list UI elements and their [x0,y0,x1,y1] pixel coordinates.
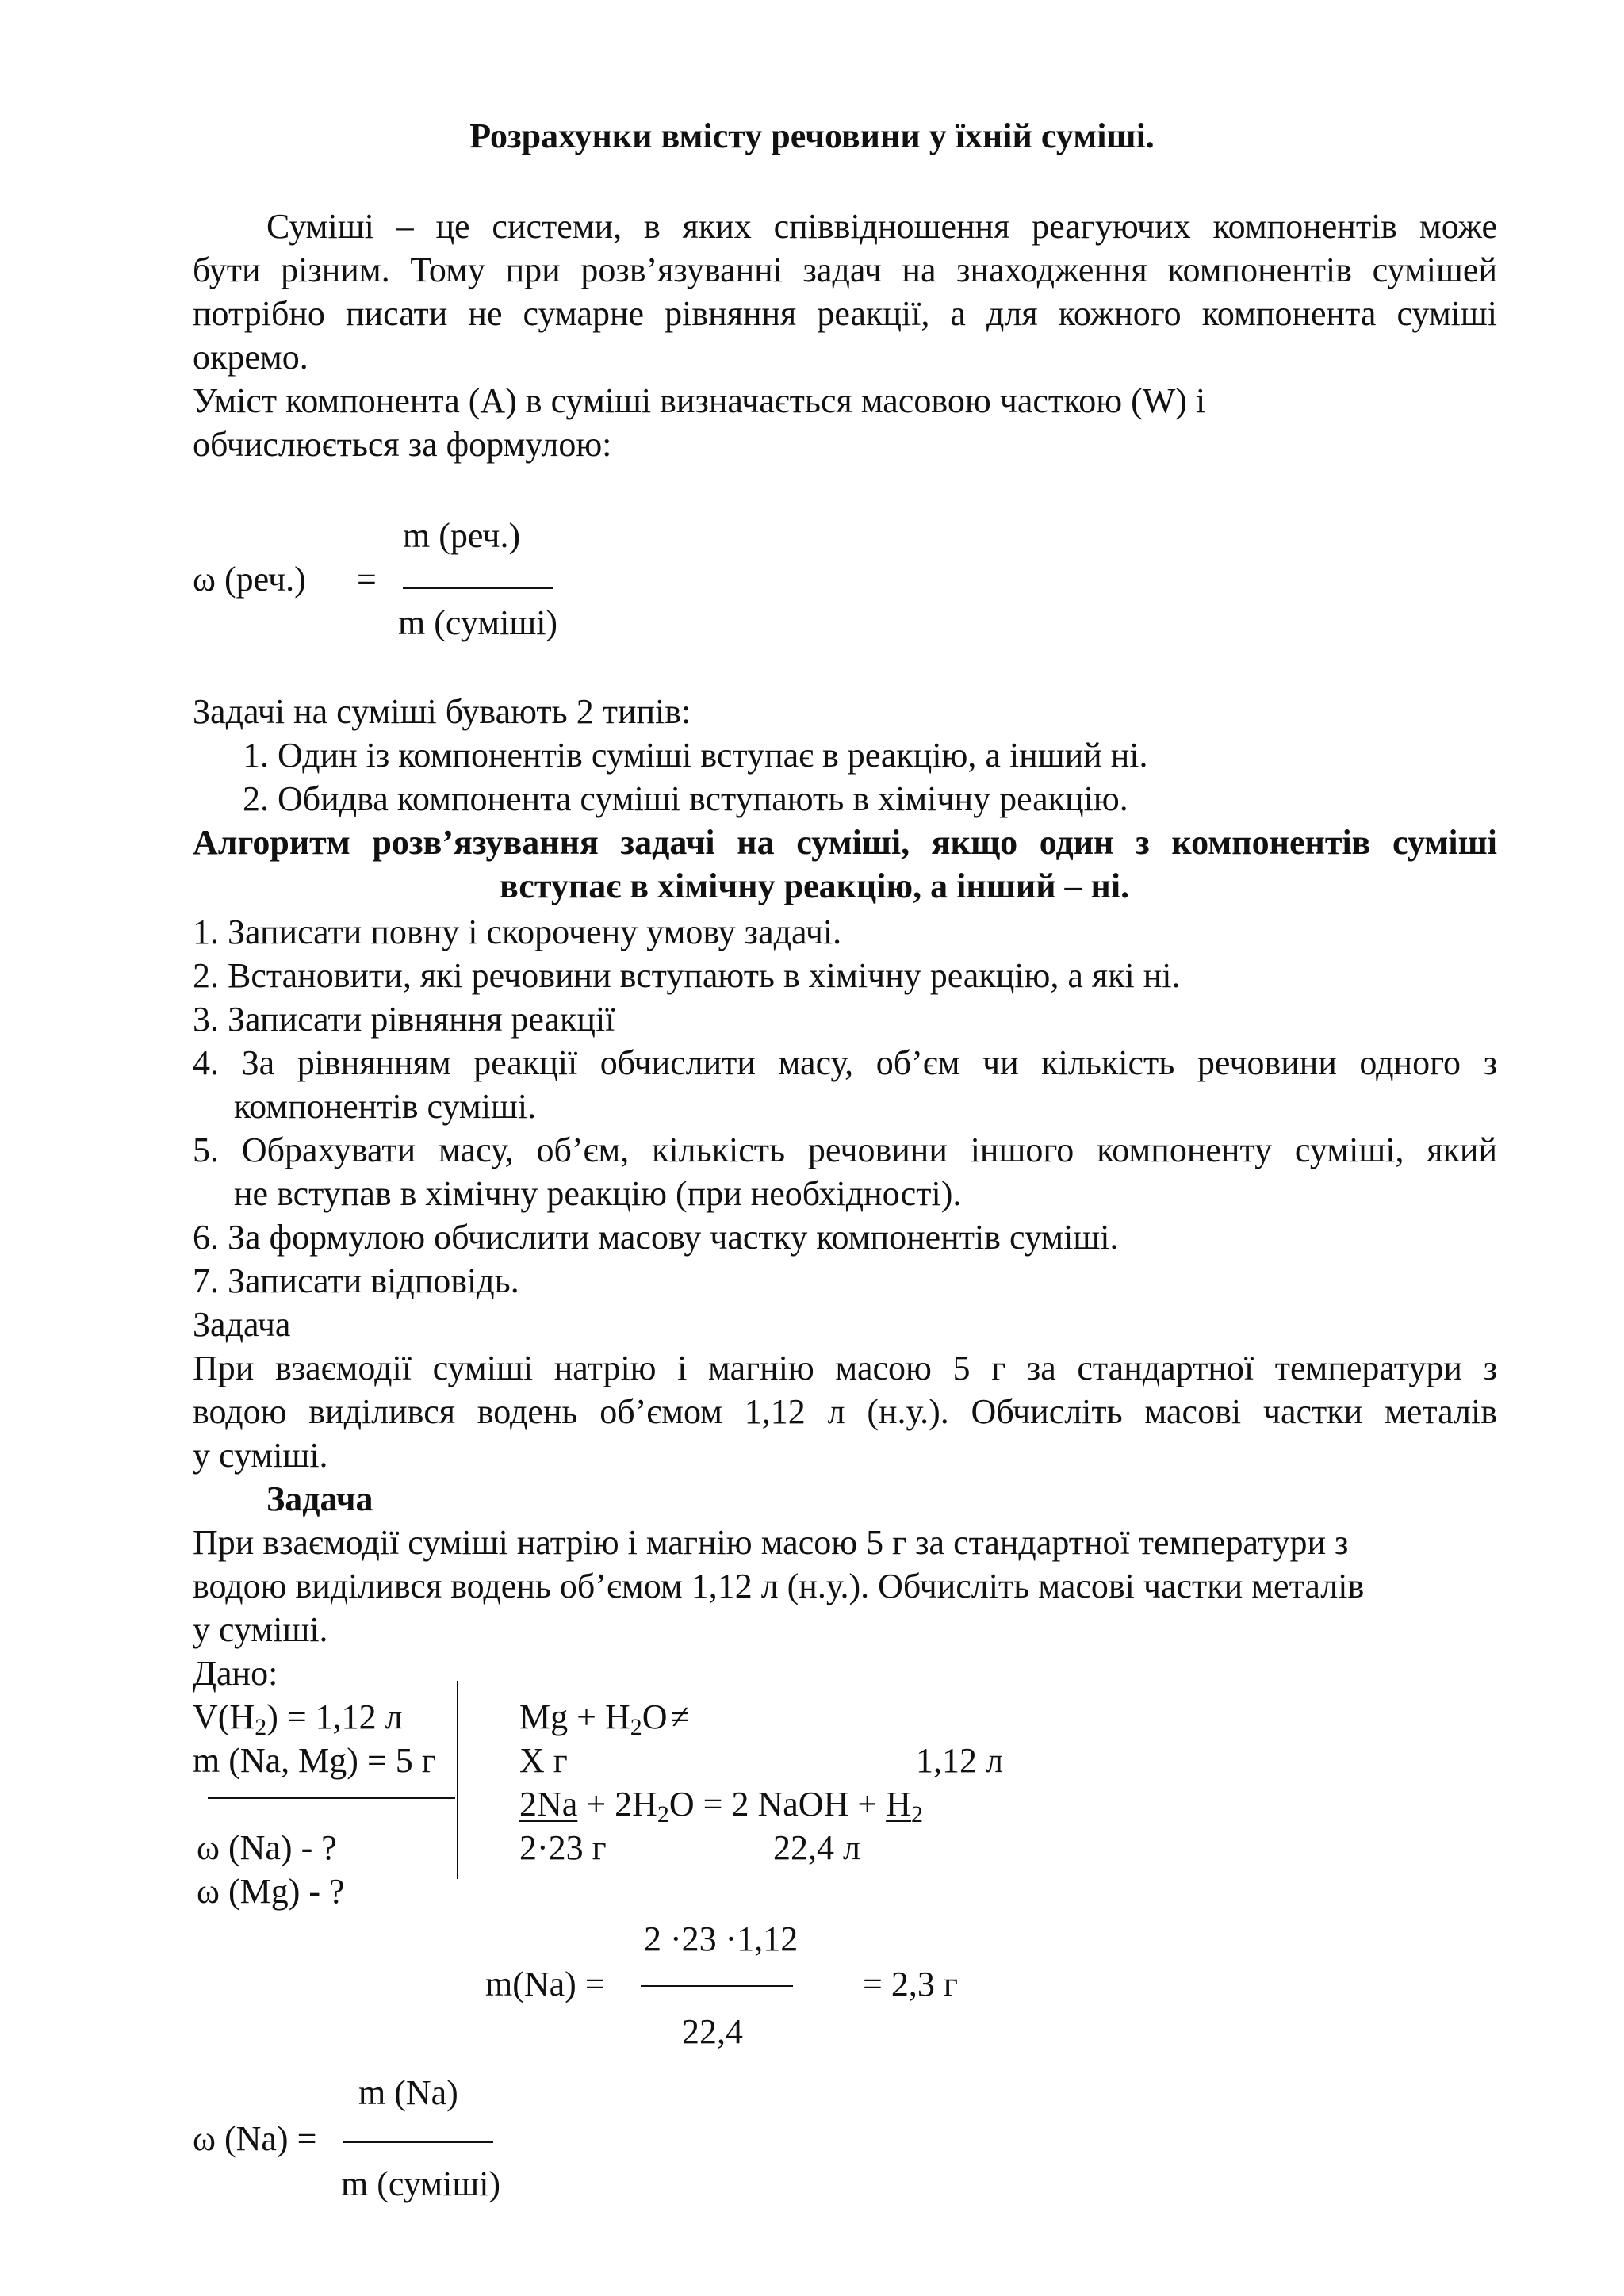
given-separator-line [208,1797,455,1799]
task2-line-2: водою виділився водень об’ємом 1,12 л (н.у.). Обчисліть масові частки металів [193,1567,1365,1605]
algorithm-step-4-cont: компонентів суміші. [234,1087,537,1126]
na-molar-mass: 2·23 г [519,1828,607,1867]
find-w-na: ω (Na) - ? [197,1828,337,1867]
algorithm-step-3: 3. Записати рівняння реакції [193,1000,615,1039]
mg-water-reaction: $Mg + H_2O\ne$ [519,1697,690,1740]
types-heading: Задачі на суміші бувають 2 типів: [193,692,691,731]
calc-numerator: 2 ·23 ·1,12 [644,1919,799,1958]
types-item-1: 1. Один із компонентів суміші вступає в реакцію, а інший ні. [243,736,1148,775]
formula1-denominator: m (суміші) [398,603,558,642]
formula1-equals: = [357,560,377,599]
task2-line-1: При взаємодії суміші натрію і магнію масою 5 г за стандартної температури з [193,1523,1349,1562]
types-item-2: 2. Обидва компонента суміші вступають в хімічну реакцію. [243,779,1128,818]
intro-line-1: Суміші – це системи, в яких співвідношення реагуючих компонентів може [266,207,1497,246]
task1-line-3: у суміші. [193,1436,328,1475]
formula2-fraction-bar [343,2141,493,2143]
algorithm-step-2: 2. Встановити, які речовини вступають в хімічну реакцію, а які ні. [193,956,1181,995]
algorithm-step-6: 6. За формулою обчислити масову частку компонентів суміші. [193,1218,1119,1257]
formula1-fraction-bar [403,587,553,589]
algorithm-title-line-2: вступає в хімічну реакцію, а інший – ні. [500,867,1130,905]
task1-line-2: водою виділився водень об’ємом 1,12 л (н.у.). Обчисліть масові частки металів [193,1392,1497,1431]
algorithm-step-5-cont: не вступав в хімічну реакцію (при необхідності). [234,1174,962,1213]
algorithm-step-7: 7. Записати відповідь. [193,1261,519,1300]
formula2-denominator: m (суміші) [341,2164,501,2203]
algorithm-title-line-1: Алгоритм розв’язування задачі на суміші, якщо один з компонентів суміші [193,823,1497,862]
content-definition-line-2: обчислюється за формулою: [193,425,612,464]
not-equal-icon: ≠ [670,1697,690,1736]
given-v-h2: $V(H_2) = 1,12$ л [193,1697,403,1740]
page-title: Розрахунки вмісту речовини у їхній суміші. [469,117,1155,155]
given-label: Дано: [193,1654,278,1693]
formula1-numerator: m (реч.) [403,516,521,555]
given-m-mixture: m (Na, Mg) = 5 г [193,1741,436,1780]
calc-fraction-bar [641,1985,793,1987]
algorithm-step-4: 4. За рівнянням реакції обчислити масу, об’єм чи кількість речовини одного з [193,1043,1497,1082]
content-definition-line-1: Уміст компонента (А) в суміші визначається масовою часткою (W) і [193,381,1206,420]
na-mass-unknown: X г [519,1741,568,1780]
calc-lhs: m(Na) = [485,1965,605,2003]
na-water-reaction: $2Na + 2H_2O = 2$ NaOH + $H_2$ [519,1785,923,1827]
h2-volume-given: 1,12 л [916,1741,1003,1780]
algorithm-step-1: 1. Записати повну і скорочену умову задачі. [193,913,842,951]
formula1-lhs: ω (реч.) [193,560,306,599]
task2-line-3: у суміші. [193,1610,328,1649]
intro-line-2: бути різним. Тому при розв’язуванні задач на знаходження компонентів сумішей [193,251,1497,289]
task1-line-1: При взаємодії суміші натрію і магнію масою 5 г за стандартної температури з [193,1349,1497,1387]
given-divider-line [457,1681,458,1879]
algorithm-step-5: 5. Обрахувати масу, об’єм, кількість речовини іншого компоненту суміші, який [193,1131,1497,1169]
calc-denominator: 22,4 [682,2012,743,2051]
formula2-lhs: ω (Na) = [193,2119,317,2158]
intro-line-3: потрібно писати не сумарне рівняння реакції, а для кожного компонента суміші [193,294,1497,333]
task2-label: Задача [266,1479,373,1518]
find-w-mg: ω (Mg) - ? [197,1872,345,1911]
task1-label: Задача [193,1305,291,1344]
intro-line-4: окремо. [193,338,308,377]
formula2-numerator: m (Na) [358,2073,458,2112]
h2-molar-volume: 22,4 л [773,1828,860,1867]
calc-result: = 2,3 г [863,1965,958,2003]
